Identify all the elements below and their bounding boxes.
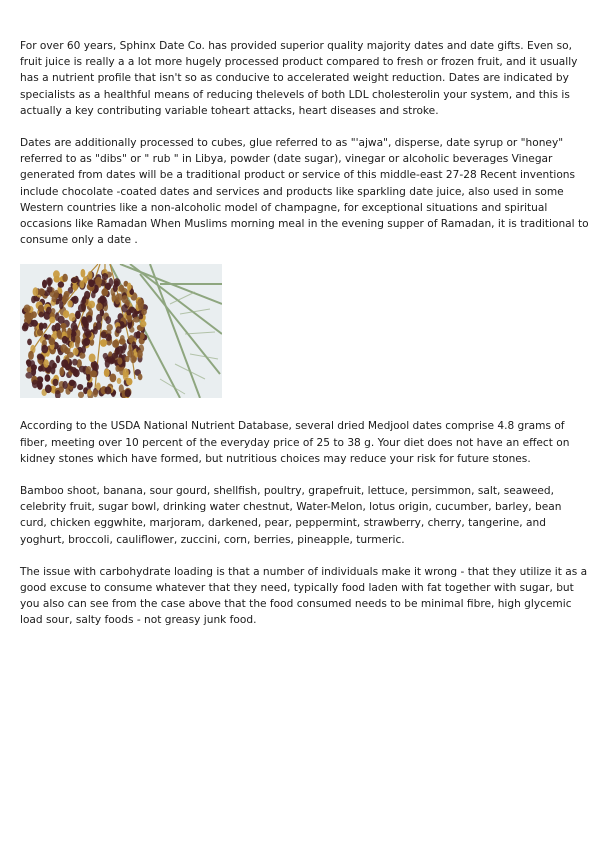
date-fruit xyxy=(24,312,31,321)
date-fruit xyxy=(46,307,52,315)
date-fruit xyxy=(79,366,86,373)
date-fruit xyxy=(78,392,84,398)
date-fruit xyxy=(109,278,114,287)
date-fruit xyxy=(110,374,117,383)
date-fruit xyxy=(73,284,78,292)
paragraph-food-list: Bamboo shoot, banana, sour gourd, shellfish, poultry, grapefruit, lettuce, persimmon, salt, seaweed, celebrity fruit, sugar bowl, drinking water chestnut, Water-Melon, lotus origin, cucumber, barley, bean curd, chicken eggwhite, marjoram, darkened, pear, peppermint, strawberry, cherry, tangerine, and yoghurt, broccoli, cauliflower, zuccini, corn, berries, pineapple, turmeric. xyxy=(20,485,562,546)
date-fruit xyxy=(27,360,32,368)
date-fruit xyxy=(32,380,38,389)
date-fruit xyxy=(69,313,76,322)
date-fruit xyxy=(69,342,74,349)
date-fruit xyxy=(60,323,66,329)
date-fruit xyxy=(88,271,93,279)
date-palm-photo xyxy=(20,264,222,398)
date-fruit xyxy=(130,356,136,364)
date-fruit xyxy=(126,310,131,316)
date-fruit xyxy=(42,280,47,289)
date-fruit xyxy=(100,340,107,348)
paragraph-date-products: Dates are additionally processed to cubes, glue referred to as "'ajwa", disperse, date syrup or "honey" referred to as "dibs" or " rub " in Libya, powder (date sugar), vinegar or alcoholic beverages Vinegar generated from dates will be a traditional product or service of this middle-east 27-28 Recent inventions include chocolate -coated dates and services and products like sparkling date juice, also used in some Western countries like a non-alcoholic model of champagne, for exceptional situations and spiritual occasions like Ramadan When Muslims morning meal in the evening supper of Ramadan, it is traditional to consume only a date . xyxy=(20,137,589,247)
date-fruit xyxy=(31,312,37,319)
date-fruit xyxy=(105,334,111,342)
date-fruit xyxy=(87,390,92,397)
article-body xyxy=(20,38,590,645)
date-fruit xyxy=(58,282,64,288)
date-fruit xyxy=(86,374,90,381)
date-fruit xyxy=(63,311,69,319)
date-fruit xyxy=(23,323,29,330)
date-fruit xyxy=(102,273,108,280)
date-fruit xyxy=(84,329,90,337)
date-fruit xyxy=(77,384,83,390)
date-fruit xyxy=(62,381,67,389)
date-fruit xyxy=(71,278,78,284)
date-fruit xyxy=(59,367,64,376)
date-fruit xyxy=(84,338,90,346)
date-fruit xyxy=(43,360,49,369)
date-fruit xyxy=(127,283,131,291)
date-fruit xyxy=(39,323,44,331)
date-fruit xyxy=(38,366,43,372)
date-fruit xyxy=(62,336,68,344)
date-fruit xyxy=(95,277,102,286)
date-fruit xyxy=(39,312,44,318)
date-fruit xyxy=(64,291,70,297)
date-fruit xyxy=(47,287,53,293)
date-fruit xyxy=(137,350,143,359)
date-fruit xyxy=(114,281,119,288)
date-fruit xyxy=(28,351,34,360)
date-fruit xyxy=(89,354,96,363)
date-cluster-illustration xyxy=(20,264,222,398)
date-fruit xyxy=(132,342,137,350)
date-fruit xyxy=(33,288,39,297)
date-fruit xyxy=(31,296,36,304)
date-fruit xyxy=(122,296,129,304)
paragraph-carbohydrate-loading: The issue with carbohydrate loading is that a number of individuals make it wrong - that they utilize it as a good excuse to consume whatever that they need, typically food laden with fat together with sugar, but you also can see from the case above that the food consumed needs to be minimal fibre, high glycemic load sour, salty foods - not greasy junk food. xyxy=(20,565,588,627)
date-fruit xyxy=(112,353,119,359)
date-fruit xyxy=(49,317,55,324)
date-fruit xyxy=(120,335,125,342)
date-fruit xyxy=(45,375,51,383)
date-fruit xyxy=(74,369,80,377)
date-fruit xyxy=(72,359,78,366)
date-fruit xyxy=(52,325,57,332)
date-fruit xyxy=(31,368,36,377)
date-fruit xyxy=(105,317,111,325)
date-fruit xyxy=(115,298,120,305)
date-fruit xyxy=(53,271,60,279)
date-fruit xyxy=(37,354,43,361)
date-fruit xyxy=(123,369,129,378)
date-fruit xyxy=(81,269,86,278)
date-fruit xyxy=(27,339,32,346)
date-fruit xyxy=(71,323,78,332)
date-fruit xyxy=(104,357,111,363)
date-fruit xyxy=(101,289,108,297)
date-fruit xyxy=(75,311,81,320)
date-fruit xyxy=(58,316,65,324)
date-fruit xyxy=(140,321,147,328)
paragraph-usda-fiber: According to the USDA National Nutrient Database, several dried Medjool dates comprise 4.8 grams of fiber, meeting over 10 percent of the everyday price of 25 to 38 g. Your diet does not have an effect on kidney stones which have formed, but nutritious choices may reduce your risk for future stones. xyxy=(20,420,570,465)
date-fruit xyxy=(67,301,72,308)
date-fruit xyxy=(96,314,102,323)
date-fruit xyxy=(117,358,122,365)
date-fruit xyxy=(89,280,95,288)
date-fruit xyxy=(79,353,85,360)
date-fruit xyxy=(54,290,59,299)
date-fruit xyxy=(140,333,145,340)
date-fruit xyxy=(38,289,45,297)
date-fruit xyxy=(82,297,86,304)
date-fruit xyxy=(81,346,86,354)
date-fruit xyxy=(62,274,68,282)
date-fruit xyxy=(112,340,119,348)
date-fruit xyxy=(24,305,31,313)
date-fruit xyxy=(73,348,79,356)
date-fruit xyxy=(60,345,67,354)
date-fruit xyxy=(119,385,124,394)
date-fruit xyxy=(53,379,59,386)
date-fruit xyxy=(99,296,105,304)
date-fruit xyxy=(90,371,97,378)
date-fruit xyxy=(57,330,63,339)
date-fruit xyxy=(96,383,101,391)
date-fruit xyxy=(93,390,98,397)
date-fruit xyxy=(125,389,131,397)
date-fruit xyxy=(75,340,80,348)
date-fruit xyxy=(56,356,60,364)
date-fruit xyxy=(49,360,55,369)
date-fruit xyxy=(104,369,110,377)
date-fruit xyxy=(47,278,51,287)
date-fruit xyxy=(61,360,68,369)
date-fruit xyxy=(79,281,84,289)
date-fruit xyxy=(31,320,38,327)
date-fruit xyxy=(86,316,92,324)
date-fruit xyxy=(120,346,126,355)
date-fruit xyxy=(117,378,122,384)
date-fruit xyxy=(41,345,48,354)
date-fruit xyxy=(45,385,52,394)
date-fruit xyxy=(88,301,95,309)
paragraph-intro: For over 60 years, Sphinx Date Co. has provided superior quality majority dates and date gifts. Even so, fruit juice is really a a lot more hugely processed product compared to fresh or frozen fruit, and it usually has a nutrient profile that isn't so as conducive to accelerated weight reduction. Dates are indicated by specialists as a healthful means of reducing thelevels of both LDL cholesterolin your system, and this is actually a key contributing variable toheart attacks, heart diseases and stroke. xyxy=(20,40,578,117)
date-fruit xyxy=(49,338,55,346)
date-fruit xyxy=(105,387,112,395)
date-fruit xyxy=(67,328,71,336)
date-fruit xyxy=(141,309,147,315)
date-fruit xyxy=(38,305,44,313)
date-fruit xyxy=(69,380,75,386)
date-fruit xyxy=(59,301,63,309)
date-fruit xyxy=(138,374,143,381)
date-fruit xyxy=(116,327,122,334)
